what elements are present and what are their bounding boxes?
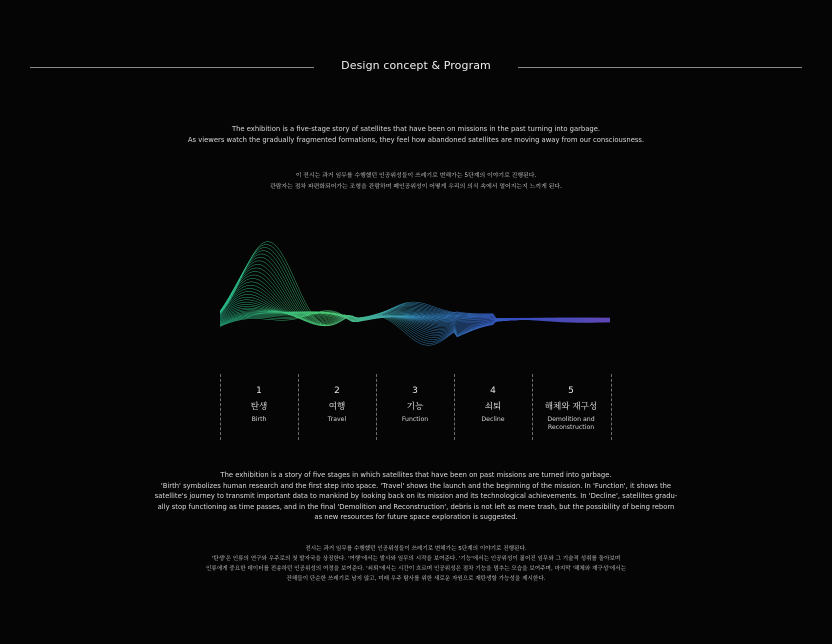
section-header [0,59,832,75]
body-en-line: 'Birth' symbolizes human research and the first step into space. 'Travel' shows the launch and the beginning of the mission. In 'Function', it shows the [160,481,672,490]
stage-number: 3 [412,386,418,396]
stage-korean-label: 쇠퇴 [484,402,502,412]
header-rule-right [518,67,802,68]
wave-line [220,254,610,326]
stage-number: 2 [334,386,340,396]
body-ko-line: 전시는 과거 임무를 수행했던 인공위성들이 쓰레기로 변해가는 5단계의 이야기로 진행된다. [305,546,527,552]
stage-korean-label: 탄생 [250,402,268,412]
stage-birth [220,385,298,424]
stage-function [376,385,454,424]
body-en-line: satellite's journey to transmit important data to mankind by looking back on its mission and its technological achievements. In 'Decline', satellites gradu- [154,492,678,501]
intro-en-line: As viewers watch the gradually fragmented formations, they feel how abandoned satellites are moving away from our consciousness. [187,136,645,144]
body-en-line: The exhibition is a story of five stages in which satellites that have been on past missions are turned into garbage. [220,471,612,479]
body-korean [150,544,682,584]
body-en-line: as new resources for future space exploration is suggested. [314,513,518,522]
body-ko-line: 인류에게 중요한 데이터를 전송하던 인공위성의 여정을 보여준다. '쇠퇴'에서는 시간이 흐르며 인공위성은 점차 기능을 멈추는 모습을 보여주며, 마지막 '해체와 재구성'에서는 [206,566,626,572]
stage-korean-label: 해체와 재구성 [544,402,598,412]
stage-english-label: Function [401,416,429,423]
stage-divider [611,374,612,440]
stage-korean-label: 여행 [328,402,346,412]
stage-number: 5 [568,386,574,396]
intro-english [0,124,832,146]
stage-korean-label: 기능 [406,402,424,412]
intro-ko-line: 이 전시는 과거 임무를 수행했던 인공위성들이 쓰레기로 변해가는 5단계의 이야기로 진행된다. [295,173,537,179]
body-english [115,470,717,523]
wave-line [220,278,610,321]
stage-travel [298,385,376,424]
stage-english-label: Birth [251,416,267,423]
intro-ko-line: 관람자는 점차 파편화되어가는 조형을 관람하며 폐인공위성이 어떻게 우리의 의식 속에서 멀어지는지 느끼게 된다. [270,184,562,190]
intro-korean [0,171,832,193]
body-ko-line: '탄생'은 인류의 연구와 우주로의 첫 발자국을 상징한다. '여행'에서는 발사와 임무의 시작을 보여준다. '기능'에서는 인공위성이 짊어진 임무와 그 기술적 성취를 돌아보며 [211,556,621,562]
stage-timeline [220,374,612,440]
satellite-wave-graphic [220,220,612,370]
stage-english-label: Demolition and Reconstruction [547,416,595,431]
stage-number: 1 [256,386,262,396]
stage-english-label: Travel [327,416,347,423]
stage-number: 4 [490,386,496,396]
stage-english-label: Decline [481,416,505,423]
body-ko-line: 잔해들이 단순한 쓰레기로 남지 않고, 미래 우주 탐사를 위한 새로운 자원으로 재탄생할 가능성을 제시한다. [286,576,546,582]
stage-decline [454,385,532,424]
intro-en-line: The exhibition is a five-stage story of satellites that have been on missions in the past turning into garbage. [231,125,601,133]
section-title: Design concept & Program [341,59,491,72]
body-en-line: ally stop functioning as time passes, and in the final 'Demolition and Reconstruction', debris is not left as mere trash, but the possibility of being reborn [157,502,675,511]
stage-demolition-reconstruction [532,385,610,432]
